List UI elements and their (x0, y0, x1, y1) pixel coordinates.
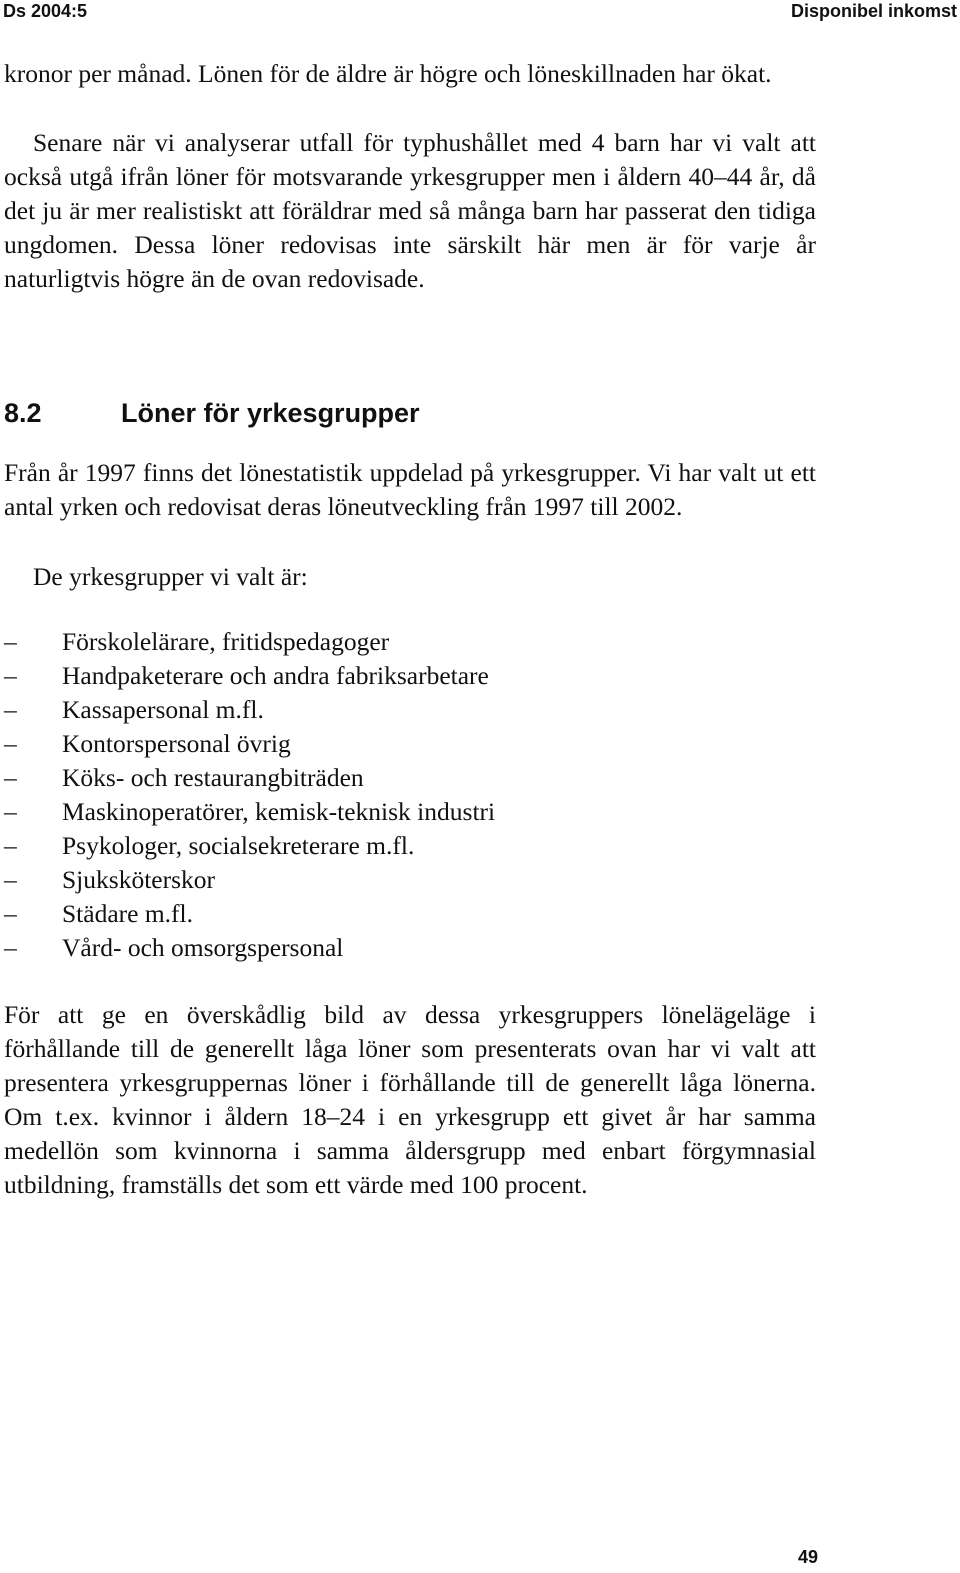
list-item-text: Vård- och omsorgspersonal (62, 933, 344, 962)
list-item-text: Köks- och restaurangbiträden (62, 763, 364, 792)
dash-bullet: – (4, 763, 17, 792)
dash-bullet: – (4, 797, 17, 826)
list-item (4, 659, 816, 693)
paragraph-text: Senare när vi analyserar utfall för typhushållet med 4 barn har vi valt att också utgå ifrån löner för motsvarande yrkesgrupper men i åldern 40–44 år, då det ju är mer realistiskt att föräldrar med så många barn har passerat den tidiga ungdomen. Dessa löner redovisas inte särskilt här men är för varje år naturligtvis högre än de ovan redovisade. (4, 128, 816, 293)
paragraph-typhushall (4, 126, 816, 296)
dash-bullet: – (4, 695, 17, 724)
section-title: Löner för yrkesgrupper (121, 398, 420, 428)
list-item-text: Handpaketerare och andra fabriksarbetare (62, 661, 489, 690)
paragraph-text: Från år 1997 finns det lönestatistik uppdelad på yrkesgrupper. Vi har valt ut ett antal yrken och redovisat deras löneutveckling från 1997 till 2002. (4, 458, 816, 521)
dash-bullet: – (4, 627, 17, 656)
dash-bullet: – (4, 831, 17, 860)
paragraph-text: För att ge en överskådlig bild av dessa yrkesgruppers lönelägeläge i förhållande till de generellt låga löner som presenterats ovan har vi valt att presentera yrkesgruppernas löner i förhållande till de generellt låga lönerna. Om t.ex. kvinnor i åldern 18–24 i en yrkesgrupp ett givet år har samma medellön som kvinnorna i samma åldersgrupp med enbart förgymnasial utbildning, framställs det som ett värde med 100 procent. (4, 1000, 816, 1199)
list-item (4, 931, 816, 965)
dash-bullet: – (4, 729, 17, 758)
section-heading (4, 395, 816, 431)
paragraph-relative-wages (4, 998, 816, 1202)
list-item-text: Maskinoperatörer, kemisk-teknisk industri (62, 797, 496, 826)
document-id: Ds 2004:5 (3, 1, 88, 21)
list-item (4, 863, 816, 897)
list-item-text: Kassapersonal m.fl. (62, 695, 264, 724)
paragraph-list-lead (4, 560, 816, 594)
paragraph-text: De yrkesgrupper vi valt är: (33, 562, 308, 591)
list-item-text: Kontorspersonal övrig (62, 729, 291, 758)
list-item (4, 795, 816, 829)
paragraph-intro (4, 456, 816, 524)
paragraph-text: kronor per månad. Lönen för de äldre är högre och löneskillnaden har ökat. (4, 59, 772, 88)
list-item (4, 897, 816, 931)
chapter-title: Disponibel inkomst (790, 1, 957, 21)
list-item-text: Förskolelärare, fritidspedagoger (62, 627, 390, 656)
dash-bullet: – (4, 865, 17, 894)
list-item-text: Psykologer, socialsekreterare m.fl. (62, 831, 415, 860)
occupation-list (4, 625, 816, 965)
list-item-text: Städare m.fl. (62, 899, 193, 928)
dash-bullet: – (4, 933, 17, 962)
list-item-text: Sjuksköterskor (62, 865, 215, 894)
dash-bullet: – (4, 661, 17, 690)
list-item (4, 829, 816, 863)
running-header (3, 0, 957, 24)
page-number: 49 (797, 1547, 818, 1567)
list-item (4, 727, 816, 761)
section-number: 8.2 (4, 398, 42, 428)
dash-bullet: – (4, 899, 17, 928)
list-item (4, 625, 816, 659)
list-item (4, 693, 816, 727)
list-item (4, 761, 816, 795)
paragraph-continuation (4, 57, 816, 91)
